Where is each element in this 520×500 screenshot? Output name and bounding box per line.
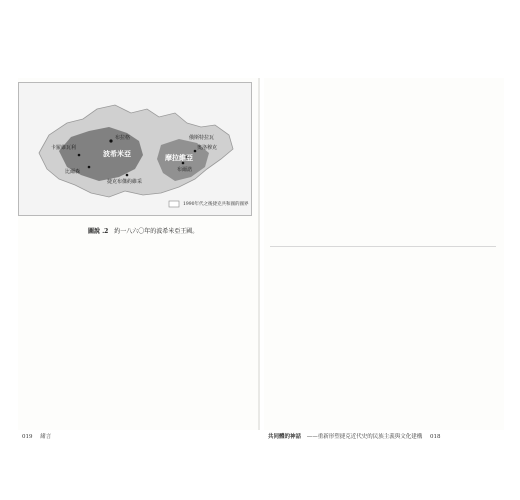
map-figure	[18, 82, 252, 216]
right-page	[264, 78, 504, 430]
map-label-moravia: 摩拉維亞	[165, 153, 193, 162]
left-body-text	[22, 248, 250, 424]
right-body-text-bottom	[270, 260, 496, 426]
right-footer	[268, 432, 441, 440]
right-running-subtitle: ——重新形塑捷克近代史的民族主義與文化建構	[306, 434, 423, 440]
map-label-olomouc: 奧洛穆克	[197, 145, 218, 151]
left-page-number: 019	[22, 434, 33, 440]
map-label-brno: 布爾諾	[177, 167, 193, 173]
left-page	[18, 78, 258, 430]
section-divider	[270, 246, 496, 247]
map-legend-text: 1990年代之後捷克共和國的國界	[183, 202, 249, 207]
book-gutter	[258, 78, 260, 430]
map-label-ostrava: 俄斯特拉瓦	[189, 135, 215, 141]
figure-tag: 圖說 .2	[88, 228, 109, 235]
right-body-text-top	[270, 80, 496, 236]
map-label-city-southwest: 比爾森	[65, 169, 81, 175]
right-running-title: 共同體的神話	[268, 434, 302, 440]
left-running-head: 緒言	[40, 434, 52, 440]
right-page-number: 018	[430, 434, 441, 440]
map-label-city-west: 卡羅維瓦利	[51, 145, 77, 151]
figure-caption-text: 約一八六〇年的波希米亞王國。	[114, 228, 199, 235]
legend-swatch	[169, 201, 179, 207]
map-label-prague: 布拉格	[115, 135, 131, 141]
figure-caption	[88, 226, 198, 235]
map-label-bohemia: 波希米亞	[103, 149, 131, 158]
left-footer	[22, 432, 51, 440]
map-label-city-south: 捷克布傑約維采	[107, 179, 143, 185]
